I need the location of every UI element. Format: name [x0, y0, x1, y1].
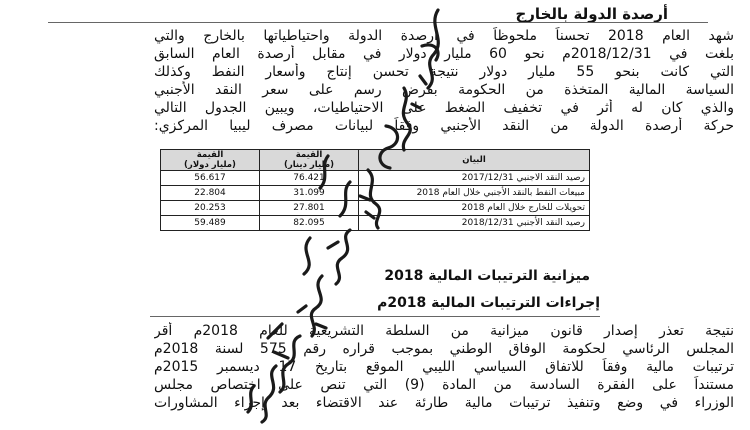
- value-usd: 22.804: [161, 186, 260, 201]
- text-line: الوزراء في وضع وتنفيذ ترتيبات مالية طارئة عند الاقتضاء بعد إجراء المشاورات: [154, 395, 734, 411]
- column-header-lyd-unit: (مليار دينار): [283, 160, 335, 170]
- text-line: والذي كان له أثر في تخفيف الضغط على الاحتياطيات، ويبين الجدول التالي: [154, 100, 734, 116]
- value-lyd: 76.421: [260, 171, 359, 186]
- column-header-label: البيان: [359, 150, 590, 171]
- text-line: المجلس الرئاسي لحكومة الوفاق الوطني بموجب قراره رقم 575 لسنة 2018م: [154, 341, 734, 357]
- text-line: مستنداً على الفقرة السادسة من المادة (9) التي تنص على اختصاص مجلس: [154, 377, 734, 393]
- column-header-usd-title: القيمة: [196, 150, 224, 160]
- reserves-table: [160, 149, 590, 231]
- paragraph-procedures: [154, 322, 734, 412]
- text-line: حركة أرصدة الدولة من النقد الأجنبي وفقاً لبيانات مصرف ليبيا المركزي:: [154, 118, 734, 134]
- text-line: ترتيبات مالية وفقاً للاتفاق السياسي الليبي الموقع بتاريخ 17 ديسمبر 2015م: [154, 359, 734, 375]
- column-header-usd: [161, 150, 260, 171]
- subsection-rule: [150, 316, 600, 317]
- value-usd: 20.253: [161, 201, 260, 216]
- table-row: [161, 216, 590, 231]
- header-rule: [48, 22, 708, 23]
- value-lyd: 31.099: [260, 186, 359, 201]
- table-row: [161, 171, 590, 186]
- section-heading-reserves: أرصدة الدولة بالخارج: [515, 5, 668, 23]
- text-line: شهد العام 2018 تحسناً ملحوظاً في أرصدة الدولة واحتياطياتها بالخارج والتي: [154, 28, 734, 44]
- column-header-lyd: [260, 150, 359, 171]
- value-lyd: 27.801: [260, 201, 359, 216]
- column-header-lyd-title: القيمة: [295, 150, 323, 160]
- value-usd: 59.489: [161, 216, 260, 231]
- text-line: التي كانت بنحو 55 مليار دولار نتيجة تحسن إنتاج وأسعار النفط وكذلك: [154, 64, 734, 80]
- text-line: السياسة المالية المتخذة من الحكومة بفرض رسم على سعر النقد الأجنبي: [154, 82, 734, 98]
- row-label: مبيعات النفط بالنقد الأجنبي خلال العام 2018: [359, 186, 590, 201]
- paragraph-reserves: [154, 27, 734, 135]
- column-header-usd-unit: (مليار دولار): [184, 160, 236, 170]
- subsection-heading-procedures: إجراءات الترتيبات المالية 2018م: [377, 295, 600, 311]
- table-header-row: [161, 150, 590, 171]
- value-lyd: 82.095: [260, 216, 359, 231]
- row-label: رصيد النقد الاجنبي 2017/12/31: [359, 171, 590, 186]
- text-line: بلغت في 2018/12/31م نحو 60 مليار دولار في مقابل أرصدة العام السابق: [154, 46, 734, 62]
- value-usd: 56.617: [161, 171, 260, 186]
- section-heading-budget: ميزانية الترتيبات المالية 2018: [384, 268, 590, 284]
- row-label: تحويلات للخارج خلال العام 2018: [359, 201, 590, 216]
- table-row: [161, 186, 590, 201]
- text-line: نتيجة تعذر إصدار قانون ميزانية من السلطة التشريعية للعام 2018م أقر: [154, 323, 734, 339]
- table-row: [161, 201, 590, 216]
- row-label: رصيد النقد الأجنبي 2018/12/31: [359, 216, 590, 231]
